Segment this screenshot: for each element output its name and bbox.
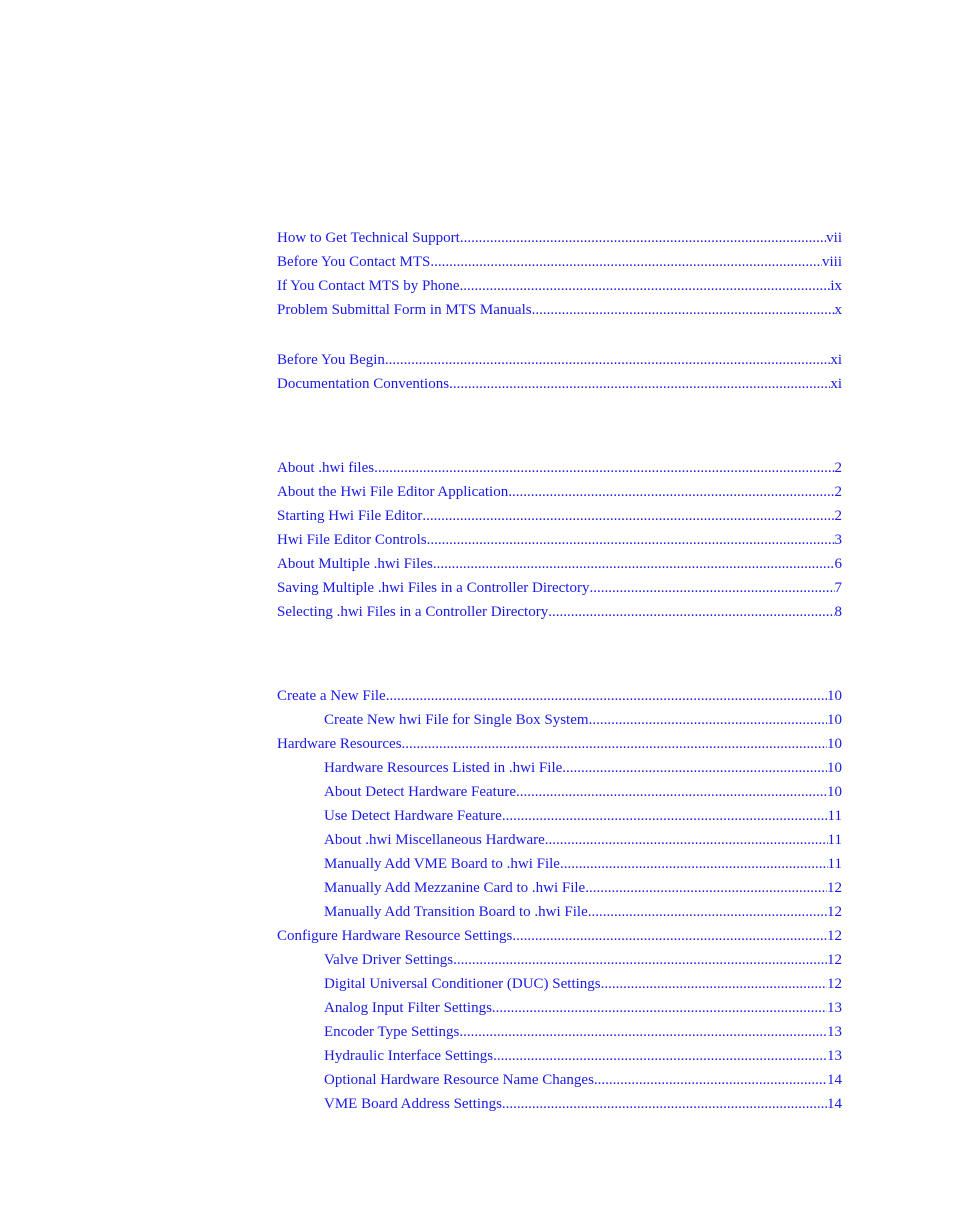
dot-leader — [588, 900, 827, 924]
toc-entry-link[interactable] — [277, 298, 842, 322]
toc-page-number: 6 — [834, 556, 842, 572]
toc-subentry-link[interactable] — [277, 948, 842, 972]
toc-subentry-link[interactable] — [277, 1020, 842, 1044]
toc-entry-link[interactable] — [277, 480, 842, 504]
toc-page-number: 2 — [834, 508, 842, 524]
toc-entry-link[interactable] — [277, 372, 842, 396]
toc-subentry-link[interactable] — [277, 972, 842, 996]
toc-section — [277, 348, 842, 396]
toc-subentry-link[interactable] — [277, 1068, 842, 1092]
toc-page-number: 12 — [827, 904, 842, 920]
dot-leader — [502, 804, 828, 828]
section-gap — [277, 322, 842, 348]
toc-entry-title: Valve Driver Settings — [324, 952, 454, 968]
toc-page-number: 11 — [827, 832, 842, 848]
toc-page-number: 13 — [827, 1024, 842, 1040]
toc-page-number: 12 — [827, 880, 842, 896]
toc-entry-title: Starting Hwi File Editor — [277, 508, 423, 524]
dot-leader — [460, 226, 826, 250]
toc-entry-title: About Multiple .hwi Files — [277, 556, 433, 572]
dot-leader — [532, 298, 835, 322]
toc-entry-link[interactable] — [277, 552, 842, 576]
toc-subentry-link[interactable] — [277, 876, 842, 900]
toc-entry-title: Create a New File — [277, 688, 386, 704]
toc-entry-title: About the Hwi File Editor Application — [277, 484, 509, 500]
toc-entry-title: About Detect Hardware Feature — [324, 784, 516, 800]
toc-entry-title: How to Get Technical Support — [277, 230, 460, 246]
toc-subentry-link[interactable] — [277, 756, 842, 780]
dot-leader — [427, 528, 835, 552]
section-gap — [277, 624, 842, 684]
toc-entry-title: Manually Add VME Board to .hwi File — [324, 856, 560, 872]
toc-page-number: 10 — [827, 688, 842, 704]
toc-page-number: 10 — [827, 736, 842, 752]
dot-leader — [433, 552, 835, 576]
dot-leader — [374, 456, 834, 480]
toc-page-number: ix — [830, 278, 842, 294]
toc-page-number: 3 — [834, 532, 842, 548]
dot-leader — [589, 708, 827, 732]
dot-leader — [422, 504, 834, 528]
toc-entry-link[interactable] — [277, 250, 842, 274]
toc-subentry-link[interactable] — [277, 996, 842, 1020]
toc-entry-title: Saving Multiple .hwi Files in a Controller Directory — [277, 580, 590, 596]
dot-leader — [508, 480, 834, 504]
toc-entry-title: Before You Begin — [277, 352, 385, 368]
dot-leader — [512, 924, 827, 948]
toc-subentry-link[interactable] — [277, 1092, 842, 1116]
toc-subentry-link[interactable] — [277, 900, 842, 924]
toc-page-number: 8 — [834, 604, 842, 620]
toc-entry-title: Configure Hardware Resource Settings — [277, 928, 513, 944]
dot-leader — [562, 756, 827, 780]
toc-entry-title: Create New hwi File for Single Box System — [324, 712, 589, 728]
toc-subentry-link[interactable] — [277, 804, 842, 828]
toc-entry-link[interactable] — [277, 226, 842, 250]
toc-page-number: xi — [830, 352, 842, 368]
toc-page-number: 10 — [827, 760, 842, 776]
toc-section — [277, 456, 842, 624]
toc-entry-title: Before You Contact MTS — [277, 254, 431, 270]
toc-entry-link[interactable] — [277, 456, 842, 480]
dot-leader — [449, 372, 830, 396]
toc-subentry-link[interactable] — [277, 1044, 842, 1068]
toc-page-number: xi — [830, 376, 842, 392]
toc-entry-title: About .hwi Miscellaneous Hardware — [324, 832, 545, 848]
toc-subentry-link[interactable] — [277, 708, 842, 732]
dot-leader — [386, 684, 827, 708]
toc-entry-title: Manually Add Mezzanine Card to .hwi File — [324, 880, 586, 896]
toc-page-number: 14 — [827, 1072, 842, 1088]
toc-entry-title: About .hwi files — [277, 460, 375, 476]
toc-entry-title: VME Board Address Settings — [324, 1096, 502, 1112]
section-gap — [277, 396, 842, 456]
dot-leader — [516, 780, 827, 804]
toc-page-number: viii — [821, 254, 842, 270]
toc-page-number: 2 — [834, 484, 842, 500]
toc-entry-title: If You Contact MTS by Phone — [277, 278, 460, 294]
toc-entry-link[interactable] — [277, 600, 842, 624]
toc-entry-title: Optional Hardware Resource Name Changes — [324, 1072, 594, 1088]
dot-leader — [585, 876, 827, 900]
dot-leader — [430, 250, 822, 274]
toc-entry-title: Analog Input Filter Settings — [324, 1000, 492, 1016]
toc-subentry-link[interactable] — [277, 828, 842, 852]
toc-entry-title: Hardware Resources Listed in .hwi File — [324, 760, 563, 776]
toc-page-number: x — [834, 302, 842, 318]
toc-entry-link[interactable] — [277, 684, 842, 708]
dot-leader — [459, 1020, 827, 1044]
toc-subentry-link[interactable] — [277, 852, 842, 876]
toc-page-number: 12 — [827, 976, 842, 992]
toc-entry-link[interactable] — [277, 348, 842, 372]
dot-leader — [589, 576, 834, 600]
toc-entry-title: Problem Submittal Form in MTS Manuals — [277, 302, 532, 318]
toc-entry-link[interactable] — [277, 274, 842, 298]
toc-page-number: 14 — [827, 1096, 842, 1112]
toc-page-number: 12 — [827, 928, 842, 944]
dot-leader — [502, 1092, 827, 1116]
toc-page-number: vii — [826, 230, 842, 246]
dot-leader — [493, 1044, 827, 1068]
toc-page-number: 13 — [827, 1048, 842, 1064]
dot-leader — [492, 996, 827, 1020]
toc-entry-title: Hardware Resources — [277, 736, 402, 752]
toc-entry-title: Hwi File Editor Controls — [277, 532, 427, 548]
toc-page-number: 11 — [827, 856, 842, 872]
toc-section — [277, 684, 842, 1116]
toc-page-number: 10 — [827, 784, 842, 800]
dot-leader — [385, 348, 830, 372]
toc-entry-title: Selecting .hwi Files in a Controller Directory — [277, 604, 549, 620]
toc-entry-title: Encoder Type Settings — [324, 1024, 460, 1040]
toc-entry-link[interactable] — [277, 924, 842, 948]
toc-entry-link[interactable] — [277, 504, 842, 528]
toc-entry-title: Documentation Conventions — [277, 376, 450, 392]
toc-page-number: 7 — [834, 580, 842, 596]
toc-entry-title: Digital Universal Conditioner (DUC) Settings — [324, 976, 601, 992]
toc-subentry-link[interactable] — [277, 780, 842, 804]
toc-page-number: 12 — [827, 952, 842, 968]
dot-leader — [453, 948, 827, 972]
toc-entry-link[interactable] — [277, 576, 842, 600]
dot-leader — [402, 732, 827, 756]
toc-page-number: 10 — [827, 712, 842, 728]
toc-entry-title: Use Detect Hardware Feature — [324, 808, 502, 824]
toc-entry-title: Hydraulic Interface Settings — [324, 1048, 494, 1064]
dot-leader — [601, 972, 827, 996]
toc-entry-link[interactable] — [277, 528, 842, 552]
toc-page-number: 2 — [834, 460, 842, 476]
toc-entry-link[interactable] — [277, 732, 842, 756]
dot-leader — [560, 852, 828, 876]
toc-page-number: 11 — [827, 808, 842, 824]
dot-leader — [548, 600, 834, 624]
dot-leader — [594, 1068, 827, 1092]
dot-leader — [545, 828, 828, 852]
dot-leader — [460, 274, 831, 298]
toc-page-number: 13 — [827, 1000, 842, 1016]
table-of-contents — [277, 226, 842, 1116]
toc-entry-title: Manually Add Transition Board to .hwi File — [324, 904, 588, 920]
toc-section — [277, 226, 842, 322]
